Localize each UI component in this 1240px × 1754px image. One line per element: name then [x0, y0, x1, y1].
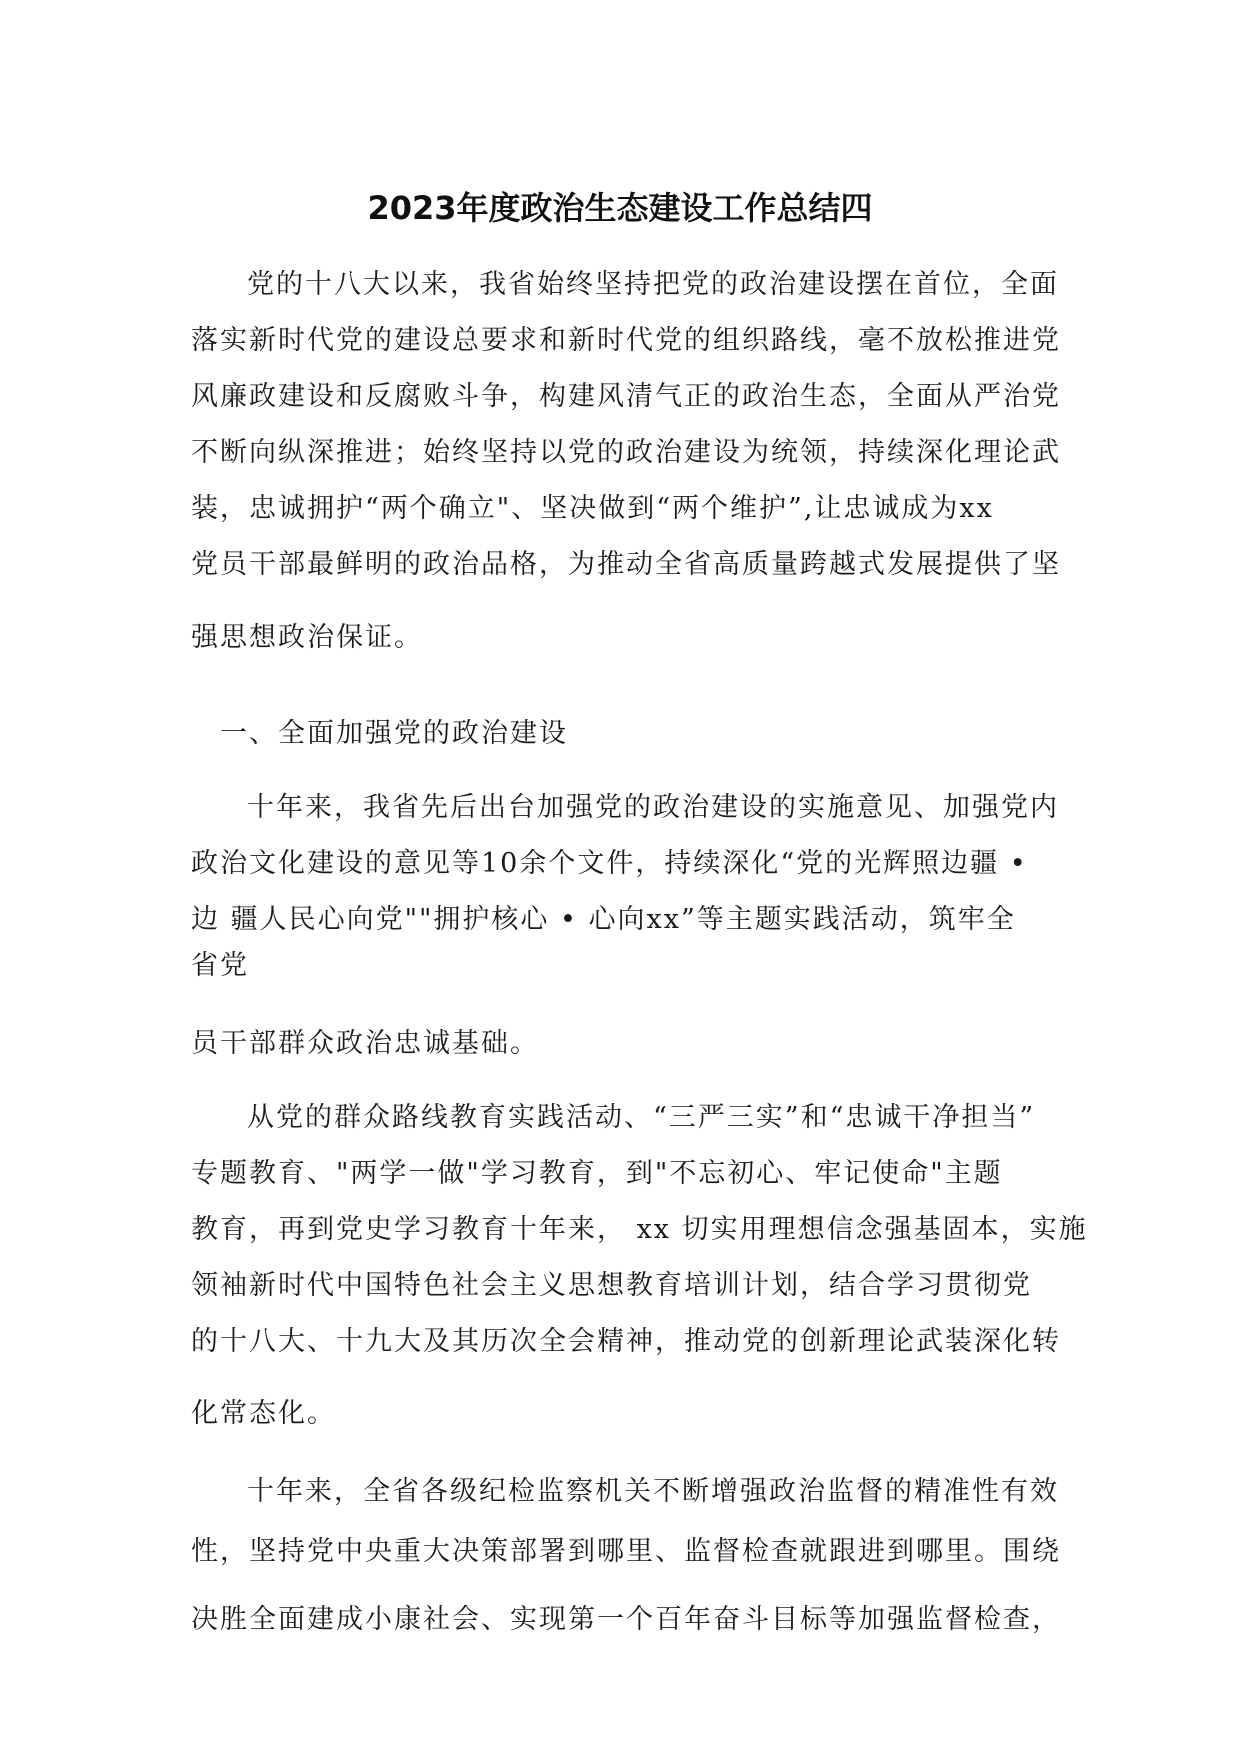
- paragraph-line: 领袖新时代中国特色社会主义思想教育培训计划，结合学习贯彻党: [191, 1270, 1032, 1301]
- paragraph-line: 十年来，全省各级纪检监察机关不断增强政治监督的精准性有效: [247, 1476, 1059, 1507]
- paragraph-line: 决胜全面建成小康社会、实现第一个百年奋斗目标等加强监督检查，: [191, 1604, 1061, 1635]
- paragraph-line: 不断向纵深推进；始终坚持以党的政治建设为统领，持续深化理论武: [191, 437, 1061, 468]
- paragraph-line: 强思想政治保证。: [191, 622, 423, 653]
- paragraph-line: 省党: [191, 950, 249, 981]
- section-heading: 一、全面加强党的政治建设: [220, 718, 568, 749]
- paragraph-line: 十年来，我省先后出台加强党的政治建设的实施意见、加强党内: [247, 792, 1059, 823]
- paragraph-line: 化常态化。: [191, 1398, 336, 1429]
- paragraph-line: 性，坚持党中央重大决策部署到哪里、监督检查就跟进到哪里。围绕: [191, 1536, 1061, 1567]
- paragraph-line: 党的十八大以来，我省始终坚持把党的政治建设摆在首位，全面: [247, 269, 1059, 300]
- paragraph-line: 政治文化建设的意见等10余个文件，持续深化“党的光辉照边疆 •: [191, 848, 1028, 879]
- paragraph-line: 边 疆人民心向党""拥护核心 • 心向xx”等主题实践活动，筑牢全: [191, 904, 1016, 935]
- paragraph-line: 党员干部最鲜明的政治品格，为推动全省高质量跨越式发展提供了坚: [191, 549, 1061, 580]
- paragraph-line: 员干部群众政治忠诚基础。: [191, 1028, 539, 1059]
- document-title: 2023年度政治生态建设工作总结四: [367, 189, 873, 227]
- paragraph-line: 落实新时代党的建设总要求和新时代党的组织路线，毫不放松推进党: [191, 325, 1061, 356]
- paragraph-line: 教育，再到党史学习教育十年来， xx 切实用理想信念强基固本，实施: [191, 1214, 1088, 1245]
- paragraph-line: 从党的群众路线教育实践活动、“三严三实”和“忠诚干净担当”: [247, 1102, 1036, 1133]
- paragraph-line: 的十八大、十九大及其历次全会精神，推动党的创新理论武装深化转: [191, 1326, 1061, 1357]
- paragraph-line: 装，忠诚拥护“两个确立"、坚决做到“两个维护”,让忠诚成为xx: [191, 493, 994, 524]
- paragraph-line: 专题教育、"两学一做"学习教育，到"不忘初心、牢记使命"主题: [191, 1158, 1003, 1189]
- paragraph-line: 风廉政建设和反腐败斗争，构建风清气正的政治生态，全面从严治党: [191, 381, 1061, 412]
